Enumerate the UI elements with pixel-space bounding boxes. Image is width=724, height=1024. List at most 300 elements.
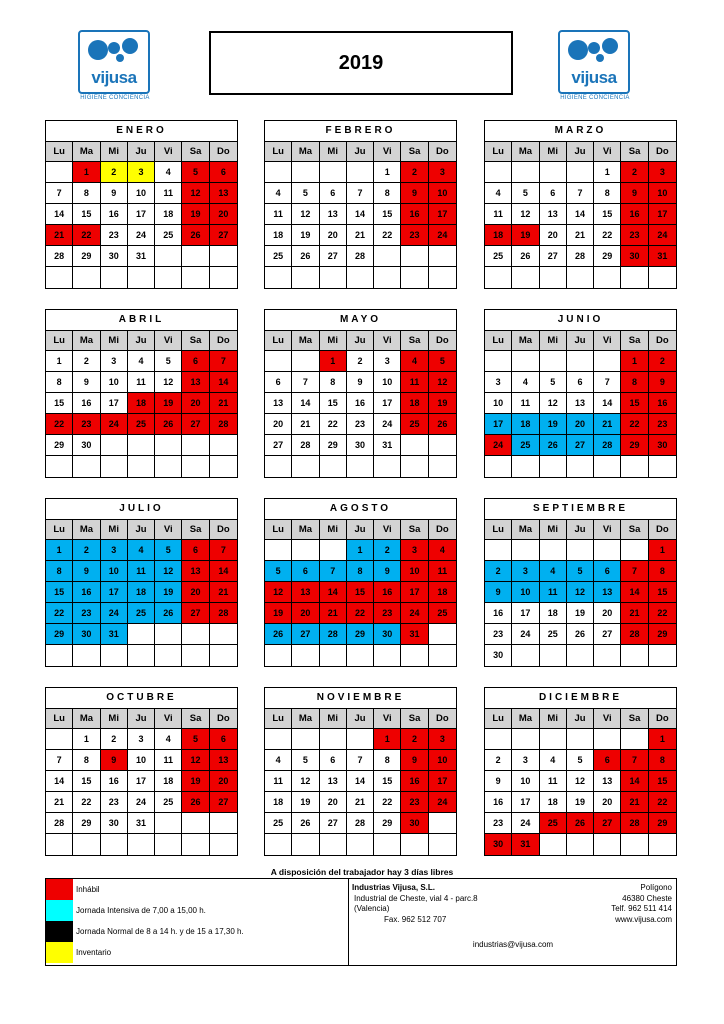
company-contact-line: 46380 Cheste — [622, 893, 672, 903]
day-cell: 26 — [512, 246, 539, 267]
day-cell: 15 — [649, 771, 676, 792]
day-cell: 14 — [46, 204, 73, 225]
company-email[interactable]: industrias@vijusa.com — [472, 940, 554, 949]
day-cell: 22 — [621, 414, 648, 435]
day-cell: 22 — [649, 603, 676, 624]
empty-cell — [292, 834, 319, 855]
weekday-label: Vi — [374, 520, 401, 540]
weekday-label: Ma — [292, 142, 319, 162]
day-cell: 14 — [210, 372, 237, 393]
empty-cell — [320, 267, 347, 288]
empty-cell — [567, 729, 594, 750]
empty-cell — [101, 267, 128, 288]
empty-cell — [429, 624, 456, 645]
day-cell: 4 — [540, 750, 567, 771]
day-cell: 24 — [429, 792, 456, 813]
day-cell: 3 — [485, 372, 512, 393]
weekday-header — [46, 709, 237, 729]
day-cell: 8 — [374, 750, 401, 771]
weekday-label: Do — [429, 331, 456, 351]
day-cell: 21 — [46, 225, 73, 246]
day-cell: 12 — [182, 183, 209, 204]
legend-label: Jornada Normal de 8 a 14 h. y de 15 a 17,30 h. — [76, 927, 244, 936]
day-cell: 9 — [73, 561, 100, 582]
day-cell: 28 — [347, 246, 374, 267]
day-cell: 17 — [512, 603, 539, 624]
empty-cell — [128, 456, 155, 477]
day-cell: 9 — [401, 750, 428, 771]
weekday-label: Sa — [182, 520, 209, 540]
day-cell: 15 — [374, 204, 401, 225]
weekday-label: Do — [429, 142, 456, 162]
weekday-label: Sa — [621, 709, 648, 729]
day-cell: 29 — [46, 624, 73, 645]
days-grid — [265, 351, 456, 477]
day-cell: 17 — [429, 771, 456, 792]
day-cell: 11 — [401, 372, 428, 393]
day-cell: 14 — [347, 204, 374, 225]
day-cell: 20 — [320, 792, 347, 813]
day-cell: 2 — [73, 351, 100, 372]
company-address-line: (Valencia) — [354, 904, 390, 913]
day-cell: 26 — [155, 603, 182, 624]
weekday-label: Lu — [265, 520, 292, 540]
day-cell: 1 — [621, 351, 648, 372]
day-cell: 5 — [512, 183, 539, 204]
day-cell: 8 — [347, 561, 374, 582]
empty-cell — [594, 729, 621, 750]
empty-cell — [567, 540, 594, 561]
empty-cell — [73, 456, 100, 477]
day-cell: 1 — [73, 162, 100, 183]
empty-cell — [265, 267, 292, 288]
day-cell: 13 — [320, 771, 347, 792]
weekday-header — [485, 709, 676, 729]
day-cell: 7 — [320, 561, 347, 582]
day-cell: 5 — [292, 183, 319, 204]
day-cell: 14 — [621, 771, 648, 792]
empty-cell — [512, 645, 539, 666]
weekday-header — [46, 520, 237, 540]
weekday-label: Ju — [347, 709, 374, 729]
day-cell: 1 — [374, 729, 401, 750]
company-address — [352, 883, 478, 925]
day-cell: 16 — [374, 582, 401, 603]
day-cell: 19 — [155, 582, 182, 603]
month-name: NOVIEMBRE — [265, 688, 456, 709]
empty-cell — [485, 540, 512, 561]
day-cell: 16 — [73, 582, 100, 603]
day-cell: 19 — [182, 771, 209, 792]
day-cell: 9 — [401, 183, 428, 204]
weekday-header — [46, 331, 237, 351]
day-cell: 27 — [210, 792, 237, 813]
day-cell: 21 — [567, 225, 594, 246]
day-cell: 12 — [155, 372, 182, 393]
day-cell: 14 — [210, 561, 237, 582]
day-cell: 26 — [292, 813, 319, 834]
day-cell: 26 — [182, 792, 209, 813]
legend-item-inventario — [46, 942, 348, 963]
day-cell: 15 — [649, 582, 676, 603]
day-cell: 10 — [512, 771, 539, 792]
day-cell: 5 — [155, 351, 182, 372]
day-cell: 15 — [621, 393, 648, 414]
day-cell: 18 — [429, 582, 456, 603]
day-cell: 6 — [567, 372, 594, 393]
weekday-label: Lu — [485, 331, 512, 351]
weekday-label: Ju — [347, 142, 374, 162]
empty-cell — [401, 267, 428, 288]
weekday-label: Do — [649, 142, 676, 162]
empty-cell — [101, 456, 128, 477]
empty-cell — [73, 645, 100, 666]
empty-cell — [347, 729, 374, 750]
empty-cell — [621, 645, 648, 666]
day-cell: 14 — [347, 771, 374, 792]
day-cell: 13 — [540, 204, 567, 225]
day-cell: 12 — [155, 561, 182, 582]
day-cell: 8 — [621, 372, 648, 393]
empty-cell — [46, 834, 73, 855]
day-cell: 8 — [320, 372, 347, 393]
day-cell: 18 — [540, 792, 567, 813]
weekday-label: Lu — [485, 520, 512, 540]
day-cell: 11 — [540, 771, 567, 792]
empty-cell — [182, 624, 209, 645]
empty-cell — [429, 246, 456, 267]
day-cell: 3 — [512, 561, 539, 582]
day-cell: 25 — [155, 792, 182, 813]
weekday-label: Ju — [567, 520, 594, 540]
day-cell: 7 — [621, 750, 648, 771]
day-cell: 20 — [292, 603, 319, 624]
empty-cell — [320, 645, 347, 666]
day-cell: 25 — [265, 246, 292, 267]
empty-cell — [46, 267, 73, 288]
day-cell: 18 — [485, 225, 512, 246]
weekday-label: Sa — [621, 142, 648, 162]
day-cell: 6 — [320, 750, 347, 771]
weekday-label: Ju — [128, 520, 155, 540]
month-name: OCTUBRE — [46, 688, 237, 709]
day-cell: 12 — [567, 771, 594, 792]
empty-cell — [210, 834, 237, 855]
day-cell: 12 — [567, 582, 594, 603]
day-cell: 2 — [101, 162, 128, 183]
day-cell: 5 — [567, 750, 594, 771]
day-cell: 1 — [320, 351, 347, 372]
day-cell: 20 — [265, 414, 292, 435]
day-cell: 12 — [540, 393, 567, 414]
empty-cell — [347, 267, 374, 288]
day-cell: 9 — [485, 582, 512, 603]
empty-cell — [210, 267, 237, 288]
day-cell: 19 — [567, 603, 594, 624]
company-name: Industrias Vijusa, S.L. — [352, 883, 435, 892]
day-cell: 19 — [540, 414, 567, 435]
day-cell: 5 — [567, 561, 594, 582]
day-cell: 27 — [292, 624, 319, 645]
weekday-header — [265, 709, 456, 729]
day-cell: 20 — [567, 414, 594, 435]
weekday-label: Ma — [73, 331, 100, 351]
day-cell: 5 — [182, 729, 209, 750]
empty-cell — [292, 162, 319, 183]
weekday-label: Ma — [512, 520, 539, 540]
day-cell: 27 — [320, 246, 347, 267]
day-cell: 17 — [128, 204, 155, 225]
day-cell: 27 — [594, 624, 621, 645]
day-cell: 9 — [485, 771, 512, 792]
weekday-header — [485, 142, 676, 162]
day-cell: 16 — [101, 204, 128, 225]
empty-cell — [649, 645, 676, 666]
month-name: MAYO — [265, 310, 456, 331]
empty-cell — [347, 456, 374, 477]
day-cell: 2 — [485, 561, 512, 582]
empty-cell — [292, 351, 319, 372]
page-title: 2019 — [209, 31, 513, 95]
empty-cell — [101, 435, 128, 456]
days-grid — [265, 540, 456, 666]
days-grid — [46, 540, 237, 666]
day-cell: 23 — [649, 414, 676, 435]
empty-cell — [46, 645, 73, 666]
day-cell: 31 — [512, 834, 539, 855]
empty-cell — [73, 834, 100, 855]
days-grid — [46, 162, 237, 288]
day-cell: 24 — [128, 792, 155, 813]
day-cell: 27 — [182, 414, 209, 435]
legend — [46, 879, 349, 965]
day-cell: 24 — [101, 603, 128, 624]
day-cell: 13 — [210, 183, 237, 204]
day-cell: 30 — [101, 813, 128, 834]
day-cell: 12 — [292, 771, 319, 792]
empty-cell — [292, 456, 319, 477]
empty-cell — [155, 456, 182, 477]
weekday-label: Do — [429, 709, 456, 729]
day-cell: 7 — [210, 540, 237, 561]
day-cell: 28 — [621, 624, 648, 645]
day-cell: 10 — [128, 750, 155, 771]
day-cell: 2 — [401, 729, 428, 750]
weekday-label: Sa — [182, 709, 209, 729]
month-octubre — [45, 687, 238, 856]
day-cell: 6 — [182, 540, 209, 561]
empty-cell — [485, 351, 512, 372]
day-cell: 21 — [594, 414, 621, 435]
weekday-label: Ma — [73, 142, 100, 162]
day-cell: 28 — [621, 813, 648, 834]
weekday-label: Lu — [485, 709, 512, 729]
empty-cell — [512, 162, 539, 183]
empty-cell — [182, 645, 209, 666]
day-cell: 16 — [401, 771, 428, 792]
empty-cell — [401, 435, 428, 456]
day-cell: 8 — [594, 183, 621, 204]
legend-swatch — [46, 900, 73, 921]
day-cell: 19 — [512, 225, 539, 246]
day-cell: 1 — [73, 729, 100, 750]
day-cell: 9 — [347, 372, 374, 393]
empty-cell — [265, 729, 292, 750]
day-cell: 25 — [429, 603, 456, 624]
month-abril — [45, 309, 238, 478]
day-cell: 7 — [347, 750, 374, 771]
day-cell: 5 — [182, 162, 209, 183]
weekday-label: Mi — [540, 331, 567, 351]
day-cell: 18 — [401, 393, 428, 414]
day-cell: 11 — [155, 183, 182, 204]
day-cell: 27 — [265, 435, 292, 456]
weekday-label: Ma — [512, 709, 539, 729]
legend-label: Jornada Intensiva de 7,00 a 15,00 h. — [76, 906, 206, 915]
day-cell: 14 — [320, 582, 347, 603]
day-cell: 14 — [594, 393, 621, 414]
weekday-label: Do — [429, 520, 456, 540]
company-logo — [78, 30, 152, 102]
empty-cell — [155, 645, 182, 666]
empty-cell — [292, 540, 319, 561]
empty-cell — [512, 540, 539, 561]
day-cell: 4 — [155, 162, 182, 183]
day-cell: 2 — [485, 750, 512, 771]
day-cell: 28 — [347, 813, 374, 834]
empty-cell — [374, 834, 401, 855]
empty-cell — [292, 729, 319, 750]
day-cell: 11 — [265, 771, 292, 792]
day-cell: 26 — [567, 813, 594, 834]
empty-cell — [374, 645, 401, 666]
day-cell: 7 — [46, 183, 73, 204]
day-cell: 2 — [649, 351, 676, 372]
day-cell: 25 — [540, 624, 567, 645]
day-cell: 21 — [621, 792, 648, 813]
day-cell: 28 — [46, 813, 73, 834]
day-cell: 15 — [46, 582, 73, 603]
day-cell: 30 — [485, 834, 512, 855]
day-cell: 25 — [128, 603, 155, 624]
day-cell: 7 — [567, 183, 594, 204]
weekday-label: Vi — [594, 331, 621, 351]
empty-cell — [101, 645, 128, 666]
day-cell: 25 — [128, 414, 155, 435]
weekday-label: Mi — [101, 709, 128, 729]
day-cell: 17 — [401, 582, 428, 603]
days-grid — [46, 351, 237, 477]
empty-cell — [594, 645, 621, 666]
day-cell: 11 — [128, 561, 155, 582]
day-cell: 16 — [649, 393, 676, 414]
legend-item-intensiva — [46, 900, 348, 921]
empty-cell — [567, 456, 594, 477]
empty-cell — [621, 267, 648, 288]
day-cell: 23 — [485, 624, 512, 645]
day-cell: 1 — [46, 540, 73, 561]
weekday-label: Ju — [567, 709, 594, 729]
day-cell: 7 — [347, 183, 374, 204]
day-cell: 23 — [347, 414, 374, 435]
weekday-label: Ma — [73, 709, 100, 729]
weekday-label: Ju — [567, 331, 594, 351]
day-cell: 9 — [374, 561, 401, 582]
empty-cell — [594, 540, 621, 561]
day-cell: 30 — [73, 435, 100, 456]
day-cell: 23 — [73, 603, 100, 624]
company-website[interactable]: www.vijusa.com — [615, 914, 672, 924]
day-cell: 4 — [155, 729, 182, 750]
day-cell: 3 — [101, 540, 128, 561]
empty-cell — [540, 540, 567, 561]
day-cell: 15 — [347, 582, 374, 603]
empty-cell — [512, 456, 539, 477]
weekday-header — [485, 520, 676, 540]
day-cell: 3 — [401, 540, 428, 561]
day-cell: 17 — [374, 393, 401, 414]
logo-badge — [558, 30, 630, 94]
day-cell: 3 — [374, 351, 401, 372]
empty-cell — [485, 162, 512, 183]
empty-cell — [320, 162, 347, 183]
day-cell: 1 — [649, 540, 676, 561]
weekday-label: Ma — [512, 331, 539, 351]
day-cell: 28 — [594, 435, 621, 456]
empty-cell — [429, 813, 456, 834]
day-cell: 18 — [155, 204, 182, 225]
day-cell: 15 — [374, 771, 401, 792]
empty-cell — [429, 456, 456, 477]
day-cell: 21 — [210, 582, 237, 603]
day-cell: 25 — [485, 246, 512, 267]
day-cell: 24 — [649, 225, 676, 246]
empty-cell — [374, 246, 401, 267]
empty-cell — [210, 435, 237, 456]
logo-tagline: HIGIENE CONCIENCIA — [560, 95, 630, 101]
logo-text: vijusa — [91, 68, 137, 87]
day-cell: 3 — [512, 750, 539, 771]
weekday-header — [265, 142, 456, 162]
month-name: ENERO — [46, 121, 237, 142]
day-cell: 30 — [621, 246, 648, 267]
day-cell: 23 — [374, 603, 401, 624]
day-cell: 16 — [401, 204, 428, 225]
empty-cell — [401, 246, 428, 267]
month-mayo — [264, 309, 457, 478]
day-cell: 12 — [182, 750, 209, 771]
day-cell: 13 — [567, 393, 594, 414]
weekday-header — [265, 520, 456, 540]
day-cell: 27 — [182, 603, 209, 624]
empty-cell — [567, 267, 594, 288]
legend-swatch — [46, 879, 73, 900]
day-cell: 2 — [73, 540, 100, 561]
weekday-label: Mi — [320, 331, 347, 351]
day-cell: 17 — [429, 204, 456, 225]
day-cell: 4 — [429, 540, 456, 561]
weekday-label: Lu — [265, 142, 292, 162]
day-cell: 18 — [512, 414, 539, 435]
weekday-label: Ma — [292, 709, 319, 729]
month-febrero — [264, 120, 457, 289]
day-cell: 22 — [320, 414, 347, 435]
day-cell: 19 — [155, 393, 182, 414]
day-cell: 11 — [540, 582, 567, 603]
empty-cell — [429, 834, 456, 855]
empty-cell — [155, 267, 182, 288]
day-cell: 8 — [649, 750, 676, 771]
